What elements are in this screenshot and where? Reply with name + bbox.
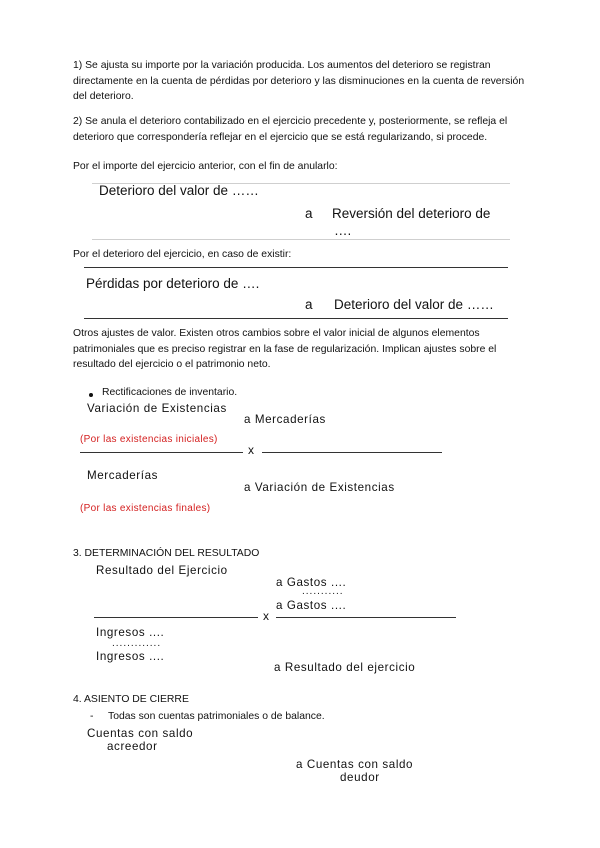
paragraph-cancel-deterioration: 2) Se anula el deterioro contabilizado en el ejercicio precedente y, posteriormente, se refleja el deterioro que correspondería reflejar en el ejercicio que se está regularizando, si procede.	[73, 116, 508, 143]
entry4-rule-left	[94, 617, 258, 618]
entry1-credit: Reversión del deterioro de	[332, 206, 491, 221]
paragraph-previous-year: Por el importe del ejercicio anterior, con el fin de anularlo:	[73, 161, 338, 172]
paragraph-other-adjustments: Otros ajustes de valor. Existen otros cambios sobre el valor inicial de algunos elementos patrimoniales que es preciso registrar en la fase de regularización. Implican ajustes sobre el resultado del ejercicio o el patrimonio neto.	[73, 328, 497, 370]
entry2-a: a	[305, 297, 313, 312]
entry3-rule-left	[80, 452, 243, 453]
entry4-credit3: a Resultado del ejercicio	[274, 661, 416, 674]
entry2-top-rule	[84, 267, 508, 268]
dash-marker: -	[90, 711, 94, 722]
entry4-debit1: Resultado del Ejercicio	[96, 564, 228, 577]
entry3-rule-right	[262, 452, 442, 453]
bullet-dot	[89, 393, 93, 397]
entry2-credit: Deterioro del valor de ……	[334, 297, 494, 312]
entry4-debit3: Ingresos ....	[96, 650, 165, 663]
entry5-debit-line1: Cuentas con saldo	[87, 727, 194, 740]
entry5-credit-line2: deudor	[340, 771, 380, 784]
entry4-credit1: a Gastos ....	[276, 576, 347, 589]
entry3-debit2: Mercaderías	[87, 469, 159, 482]
entry1-credit-cont: ….	[334, 223, 352, 238]
closing-accounts-note: Todas son cuentas patrimoniales o de balance.	[108, 711, 325, 722]
entry3-credit2: a Variación de Existencias	[244, 481, 395, 494]
entry4-dots1: ...........	[302, 586, 344, 597]
entry3-note-initial: (Por las existencias iniciales)	[80, 434, 218, 445]
entry2-bottom-rule	[84, 318, 508, 319]
entry4-credit2: a Gastos ....	[276, 599, 347, 612]
entry3-debit1: Variación de Existencias	[87, 402, 227, 415]
entry4-rule-right	[276, 617, 456, 618]
entry1-bottom-rule	[92, 239, 510, 240]
entry1-a: a	[305, 206, 313, 221]
entry5-debit-line2: acreedor	[107, 740, 158, 753]
entry1-debit: Deterioro del valor de ……	[99, 183, 259, 198]
entry3-note-final: (Por las existencias finales)	[80, 503, 211, 514]
entry4-debit2: Ingresos ....	[96, 626, 165, 639]
bullet-inventory: Rectificaciones de inventario.	[102, 387, 238, 398]
section-closing-heading: 4. ASIENTO DE CIERRE	[73, 694, 189, 705]
paragraph-current-year: Por el deterioro del ejercicio, en caso de existir:	[73, 249, 292, 260]
entry2-debit: Pérdidas por deterioro de ….	[86, 276, 260, 291]
section-result-heading: 3. DETERMINACIÓN DEL RESULTADO	[73, 548, 260, 559]
entry4-dots2: .............	[112, 638, 162, 649]
entry4-x: x	[263, 609, 269, 623]
entry5-credit-line1: a Cuentas con saldo	[296, 758, 414, 771]
paragraph-adjust-amount: 1) Se ajusta su importe por la variación producida. Los aumentos del deterioro se registran directamente en la cuenta de pérdidas por deterioro y las disminuciones en la cuenta de reversión del deterioro.	[73, 60, 525, 102]
entry3-credit1: a Mercaderías	[244, 413, 326, 426]
entry3-x: x	[248, 443, 254, 457]
